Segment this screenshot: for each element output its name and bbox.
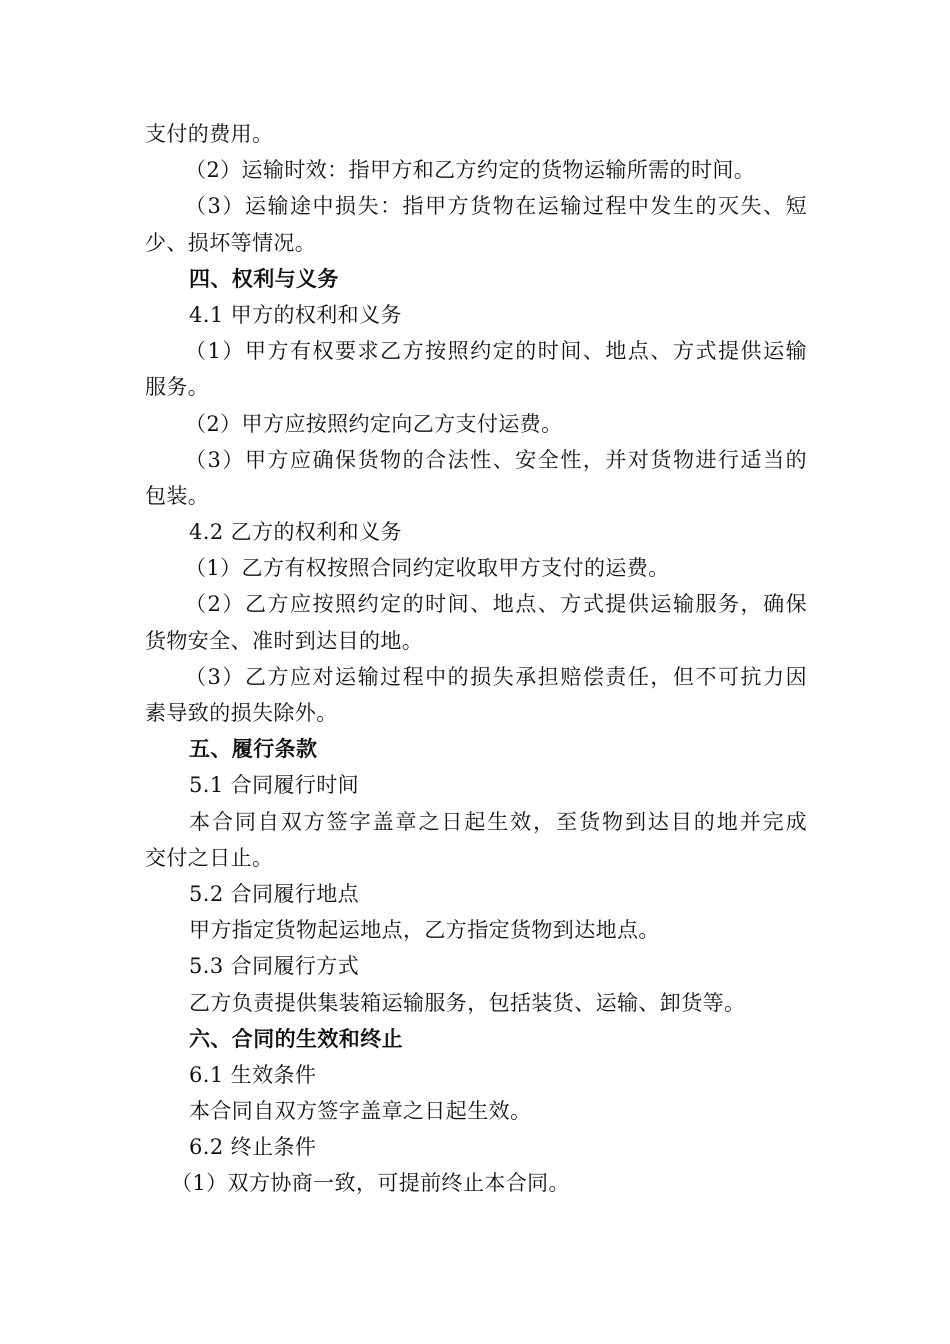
paragraph-line: 素导致的损失除外。 [145, 701, 338, 725]
section-heading: 六、合同的生效和终止 [189, 1025, 403, 1051]
subsection-heading: 4.2 乙方的权利和义务 [189, 520, 402, 545]
subsection-heading: 5.2 合同履行地点 [189, 881, 360, 906]
subsection-heading: 5.1 合同履行时间 [189, 773, 360, 798]
paragraph-line: 甲方指定货物起运地点，乙方指定货物到达地点。 [189, 918, 660, 943]
subsection-heading: 5.3 合同履行方式 [189, 954, 360, 979]
subsection-heading: 4.1 甲方的权利和义务 [189, 302, 402, 327]
subsection-heading: 6.1 生效条件 [189, 1062, 317, 1087]
paragraph-line: 服务。 [145, 375, 210, 400]
section-heading: 五、履行条款 [189, 736, 318, 762]
paragraph-line: 货物安全、准时到达目的地。 [145, 628, 424, 653]
paragraph-line: 本合同自双方签字盖章之日起生效。 [189, 1099, 532, 1124]
paragraph-line: 包装。 [145, 483, 210, 508]
paragraph-line: （1）双方协商一致，可提前终止本合同。 [171, 1171, 570, 1196]
paragraph-line: （2）运输时效：指甲方和乙方约定的货物运输所需的时间。 [185, 158, 756, 183]
paragraph-line: （1）乙方有权按照合同约定收取甲方支付的运费。 [185, 556, 670, 581]
paragraph-line: 交付之日止。 [145, 845, 274, 870]
subsection-heading: 6.2 终止条件 [189, 1135, 317, 1160]
paragraph-line: （2）乙方应按照约定的时间、地点、方式提供运输服务，确保 [185, 592, 807, 617]
paragraph-line: （3）甲方应确保货物的合法性、安全性，并对货物进行适当的 [185, 447, 807, 472]
paragraph-line: （1）甲方有权要求乙方按照约定的时间、地点、方式提供运输 [185, 339, 807, 364]
paragraph-line: （3）乙方应对运输过程中的损失承担赔偿责任，但不可抗力因 [185, 664, 807, 689]
document-page [145, 116, 807, 1202]
section-heading: 四、权利与义务 [189, 265, 339, 291]
paragraph-line: （3）运输途中损失：指甲方货物在运输过程中发生的灭失、短 [185, 194, 807, 219]
paragraph-line: 本合同自双方签字盖章之日起生效，至货物到达目的地并完成 [189, 809, 807, 834]
paragraph-line: （2）甲方应按照约定向乙方支付运费。 [185, 411, 563, 436]
paragraph-line: 少、损坏等情况。 [145, 230, 317, 255]
paragraph-line: 乙方负责提供集装箱运输服务，包括装货、运输、卸货等。 [189, 990, 746, 1015]
paragraph-line: 支付的费用。 [145, 122, 274, 146]
